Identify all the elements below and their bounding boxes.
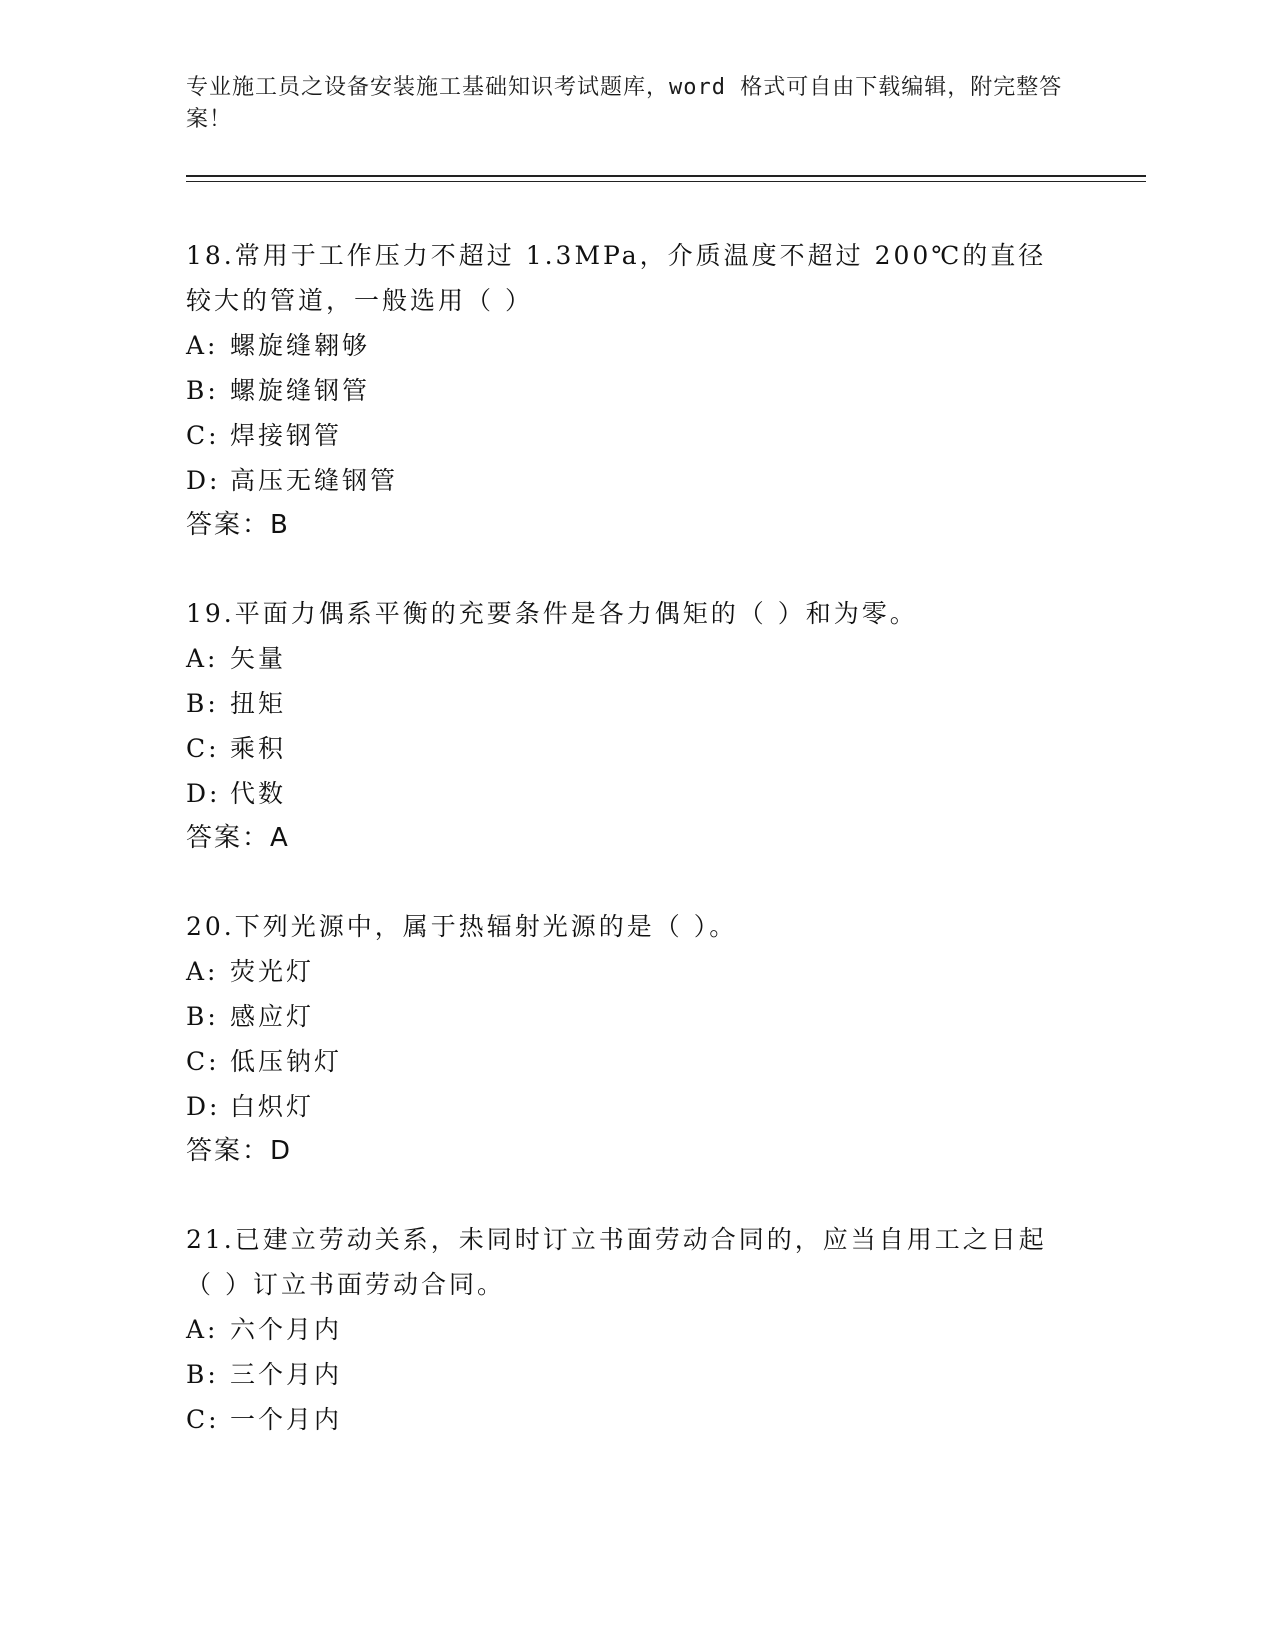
option-c (186, 1397, 1066, 1442)
option-text: 代数 (230, 779, 287, 808)
option-letter: C: (186, 1047, 220, 1076)
option-letter: C: (186, 421, 220, 450)
option-text: 荧光灯 (230, 957, 315, 986)
option-a (186, 1307, 1066, 1352)
option-text: 焊接钢管 (230, 421, 343, 450)
option-d (186, 1084, 1066, 1129)
option-b (186, 368, 1066, 413)
option-c (186, 1039, 1066, 1084)
option-letter: B: (186, 1002, 219, 1031)
option-letter: B: (186, 1360, 219, 1389)
option-text: 螺旋缝钢管 (230, 376, 371, 405)
option-letter: B: (186, 376, 219, 405)
option-text: 六个月内 (230, 1315, 343, 1344)
option-b (186, 994, 1066, 1039)
option-text: 一个月内 (230, 1405, 343, 1434)
option-a (186, 636, 1066, 681)
option-text: 感应灯 (230, 1002, 315, 1031)
question-stem: 19.平面力偶系平衡的充要条件是各力偶矩的（ ）和为零。 (186, 599, 918, 628)
option-letter: A: (186, 331, 219, 360)
option-b (186, 1352, 1066, 1397)
option-letter: C: (186, 1405, 220, 1434)
option-letter: B: (186, 689, 219, 718)
option-text: 低压钠灯 (230, 1047, 343, 1076)
answer-line: 答案：D (186, 1136, 293, 1166)
option-d (186, 771, 1066, 816)
answer-line: 答案：A (186, 823, 290, 853)
option-letter: C: (186, 734, 220, 763)
question-list (186, 233, 1066, 1485)
question-stem: 21.已建立劳动关系，未同时订立书面劳动合同的，应当自用工之日起（ ）订立书面劳动合同。 (186, 1225, 1047, 1299)
option-b (186, 681, 1066, 726)
option-text: 螺旋缝翱够 (230, 331, 371, 360)
header-divider-bottom (186, 181, 1146, 182)
option-text: 高压无缝钢管 (230, 466, 399, 495)
document-intro: 专业施工员之设备安装施工基础知识考试题库，word 格式可自由下载编辑，附完整答案！ (186, 75, 1063, 132)
answer-line: 答案：B (186, 510, 290, 540)
option-text: 矢量 (230, 644, 287, 673)
question-item (186, 233, 1066, 548)
question-item (186, 904, 1066, 1174)
option-c (186, 413, 1066, 458)
option-a (186, 949, 1066, 994)
question-item (186, 1217, 1066, 1442)
option-a (186, 323, 1066, 368)
question-stem: 20.下列光源中，属于热辐射光源的是（ ）。 (186, 912, 738, 941)
option-text: 三个月内 (230, 1360, 343, 1389)
option-letter: D: (186, 466, 221, 495)
question-stem: 18.常用于工作压力不超过 1.3MPa，介质温度不超过 200℃的直径较大的管道，一般选用（ ） (186, 241, 1047, 315)
option-letter: D: (186, 779, 221, 808)
option-text: 白炽灯 (230, 1092, 315, 1121)
option-letter: A: (186, 644, 219, 673)
option-c (186, 726, 1066, 771)
header-divider-top (186, 175, 1146, 177)
option-d (186, 458, 1066, 503)
question-item (186, 591, 1066, 861)
option-letter: D: (186, 1092, 221, 1121)
option-letter: A: (186, 957, 219, 986)
option-text: 乘积 (230, 734, 287, 763)
option-text: 扭矩 (230, 689, 287, 718)
option-letter: A: (186, 1315, 219, 1344)
